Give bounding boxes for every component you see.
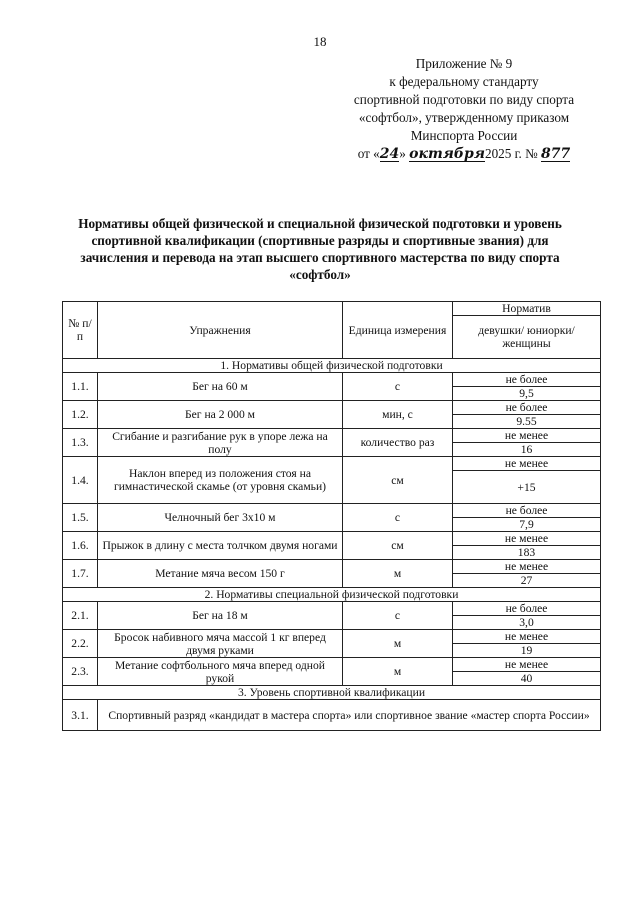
section-row: [63, 359, 601, 373]
table-row: [63, 532, 601, 546]
norm-value: 16: [453, 443, 601, 457]
norm-value: +15: [453, 471, 601, 504]
row-num: 1.7.: [63, 560, 98, 588]
row-num: 1.1.: [63, 373, 98, 401]
table-header-row: [63, 302, 601, 316]
norm-condition: не более: [453, 373, 601, 387]
table-row: [63, 602, 601, 616]
appendix-line: спортивной подготовки по виду спорта: [353, 92, 575, 107]
unit-of-measure: с: [343, 373, 453, 401]
section-title: 3. Уровень спортивной квалификации: [63, 686, 601, 700]
exercise-name: Бросок набивного мяча массой 1 кг вперед двумя руками: [98, 630, 343, 658]
exercise-name: Челночный бег 3х10 м: [98, 504, 343, 532]
date-year: 2025 г. №: [484, 146, 542, 161]
section-title: 2. Нормативы специальной физической подготовки: [63, 588, 601, 602]
exercise-name: Наклон вперед из положения стоя на гимнастической скамье (от уровня скамьи): [98, 457, 343, 504]
header-unit: Единица измерения: [343, 302, 453, 359]
unit-of-measure: количество раз: [343, 429, 453, 457]
norm-value: 3,0: [453, 616, 601, 630]
table-row: [63, 429, 601, 443]
norm-condition: не более: [453, 401, 601, 415]
table-row: [63, 630, 601, 644]
exercise-name: Метание софтбольного мяча вперед одной рукой: [98, 658, 343, 686]
unit-of-measure: м: [343, 658, 453, 686]
norm-value: 40: [453, 672, 601, 686]
appendix-block: [344, 55, 584, 163]
norm-value: 27: [453, 574, 601, 588]
norms-table: [62, 301, 601, 731]
unit-of-measure: см: [343, 457, 453, 504]
header-num: № п/п: [63, 302, 98, 359]
norm-condition: не более: [453, 504, 601, 518]
qualification-text: Спортивный разряд «кандидат в мастера спорта» или спортивное звание «мастер спорта России»: [98, 700, 601, 731]
unit-of-measure: мин, с: [343, 401, 453, 429]
exercise-name: Сгибание и разгибание рук в упоре лежа на полу: [98, 429, 343, 457]
norm-value: 183: [453, 546, 601, 560]
section-row: [63, 686, 601, 700]
appendix-line: Минспорта России: [410, 128, 518, 143]
unit-of-measure: м: [343, 630, 453, 658]
norm-condition: не менее: [453, 532, 601, 546]
date-mid: »: [399, 146, 410, 161]
exercise-name: Метание мяча весом 150 г: [98, 560, 343, 588]
appendix-line: к федеральному стандарту: [389, 74, 539, 89]
handwritten-day: 24: [379, 146, 400, 162]
row-num: 1.6.: [63, 532, 98, 560]
unit-of-measure: см: [343, 532, 453, 560]
row-num: 1.3.: [63, 429, 98, 457]
row-num: 2.2.: [63, 630, 98, 658]
appendix-title: Приложение № 9: [415, 56, 513, 71]
table-row: [63, 401, 601, 415]
table-row: [63, 373, 601, 387]
exercise-name: Бег на 18 м: [98, 602, 343, 630]
norm-condition: не менее: [453, 429, 601, 443]
page-number: 18: [313, 34, 327, 49]
table-row: [63, 700, 601, 731]
table-row: [63, 560, 601, 574]
appendix-line: «софтбол», утвержденному приказом: [358, 110, 570, 125]
unit-of-measure: с: [343, 602, 453, 630]
section-title: 1. Нормативы общей физической подготовки: [63, 359, 601, 373]
header-norm: Норматив: [453, 302, 601, 316]
norm-condition: не менее: [453, 560, 601, 574]
date-prefix: от «: [357, 146, 380, 161]
norm-condition: не менее: [453, 658, 601, 672]
unit-of-measure: с: [343, 504, 453, 532]
row-num: 3.1.: [63, 700, 98, 731]
norm-value: 19: [453, 644, 601, 658]
norm-value: 9,5: [453, 387, 601, 401]
header-group: девушки/ юниорки/ женщины: [453, 316, 601, 359]
exercise-name: Бег на 60 м: [98, 373, 343, 401]
document-title: Нормативы общей физической и специальной физической подготовки и уровень спортивной квалификации (спортивные разряды и спортивные звания) для зачисления и перевода на этап высшего спортивного мастерства по виду спорта «софтбол»: [78, 216, 562, 282]
norm-value: 9.55: [453, 415, 601, 429]
norm-condition: не менее: [453, 457, 601, 471]
row-num: 2.1.: [63, 602, 98, 630]
exercise-name: Прыжок в длину с места толчком двумя ногами: [98, 532, 343, 560]
handwritten-month: октября: [409, 146, 485, 162]
table-row: [63, 658, 601, 672]
handwritten-order-number: 877: [541, 146, 571, 162]
exercise-name: Бег на 2 000 м: [98, 401, 343, 429]
row-num: 1.4.: [63, 457, 98, 504]
norm-value: 7,9: [453, 518, 601, 532]
table-row: [63, 457, 601, 471]
row-num: 1.2.: [63, 401, 98, 429]
row-num: 1.5.: [63, 504, 98, 532]
section-row: [63, 588, 601, 602]
norm-condition: не более: [453, 602, 601, 616]
unit-of-measure: м: [343, 560, 453, 588]
order-dateline: [344, 145, 584, 163]
norm-condition: не менее: [453, 630, 601, 644]
table-row: [63, 504, 601, 518]
header-exercise: Упражнения: [98, 302, 343, 359]
row-num: 2.3.: [63, 658, 98, 686]
